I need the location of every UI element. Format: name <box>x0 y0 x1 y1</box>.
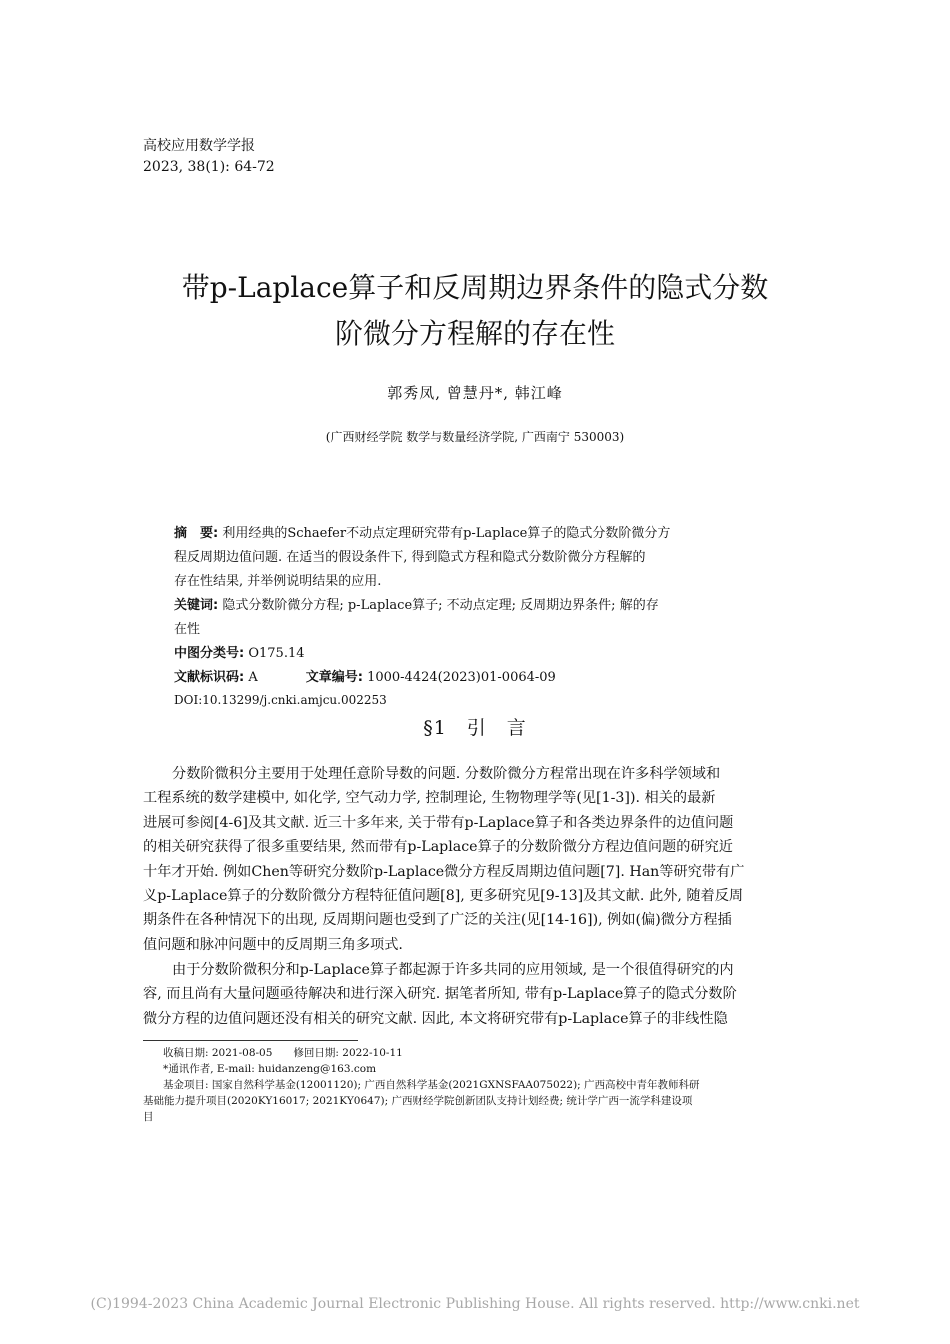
copyright-watermark: (C)1994-2023 China Academic Journal Electronic Publishing House. All rights reserved. http://www.cnki.net <box>90 1296 860 1312</box>
keywords-line-1 <box>174 594 786 618</box>
authors: 郭秀凤, 曾慧丹*, 韩江峰 <box>387 384 563 402</box>
footnote-dates: 收稿日期: 2021-08-05 修回日期: 2022-10-11 <box>163 1047 403 1059</box>
body-p1-line-7: 期条件在各种情况下的出现, 反周期问题也受到了广泛的关注(见[14-16]), 例如(偏)微分方程插 <box>143 912 732 929</box>
body-p1-line-1: 分数阶微积分主要用于处理任意阶导数的问题. 分数阶微分方程常出现在许多科学领域和 <box>172 766 721 782</box>
abstract-text-1: 利用经典的Schaefer不动点定理研究带有p-Laplace算子的隐式分数阶微分方 <box>222 526 671 541</box>
clc-value: O175.14 <box>248 646 305 661</box>
keywords-label: 关键词: <box>174 598 219 613</box>
footnote-rule <box>143 1040 358 1041</box>
body-paragraph-1 <box>143 762 799 957</box>
section-heading: §1 引 言 <box>423 717 527 739</box>
journal-citation: 2023, 38(1): 64-72 <box>143 159 275 175</box>
footnote-funding-3: 目 <box>143 1111 154 1123</box>
body-paragraph-2 <box>143 958 799 1031</box>
body-p1-line-8: 值问题和脉冲问题中的反周期三角多项式. <box>143 936 403 953</box>
abstract-line-2: 程反周期边值问题. 在适当的假设条件下, 得到隐式方程和隐式分数阶微分方程解的 <box>174 550 646 565</box>
paper-title-line-2: 阶微分方程解的存在性 <box>334 317 615 350</box>
body-p1-line-4: 的相关研究获得了很多重要结果, 然而带有p-Laplace算子的分数阶微分方程边值问题的研究近 <box>143 839 733 856</box>
article-no-label: 文章编号: <box>305 670 363 685</box>
footnote-corresponding: *通讯作者, E-mail: huidanzeng@163.com <box>163 1063 377 1075</box>
doc-code-value: A <box>248 670 258 685</box>
clc-label: 中图分类号: <box>174 646 245 661</box>
body-p2-line-3: 微分方程的边值问题还没有相关的研究文献. 因此, 本文将研究带有p-Laplace算子的非线性隐 <box>143 1010 728 1027</box>
doc-code-label: 文献标识码: <box>174 670 245 685</box>
body-p1-line-5: 十年才开始. 例如Chen等研究分数阶p-Laplace微分方程反周期边值问题[7]. Han等研究带有广 <box>143 863 745 880</box>
article-no-value: 1000-4424(2023)01-0064-09 <box>367 670 556 685</box>
journal-name: 高校应用数学学报 <box>143 138 255 154</box>
affiliation: (广西财经学院 数学与数量经济学院, 广西南宁 530003) <box>325 430 625 444</box>
footnote-funding-1: 基金项目: 国家自然科学基金(12001120); 广西自然科学基金(2021GXNSFAA075022); 广西高校中青年教师科研 <box>163 1079 700 1091</box>
body-p1-line-6: 义p-Laplace算子的分数阶微分方程特征值问题[8], 更多研究见[9-13]及其文献. 此外, 随着反周 <box>143 888 744 905</box>
clc-line <box>174 642 786 666</box>
body-p1-line-3: 进展可参阅[4-6]及其文献. 近三十多年来, 关于带有p-Laplace算子和各类边界条件的边值问题 <box>143 814 734 831</box>
doc-code-line <box>174 666 786 690</box>
body-p2-line-2: 容, 而且尚有大量问题亟待解决和进行深入研究. 据笔者所知, 带有p-Laplace算子的隐式分数阶 <box>143 986 737 1003</box>
paper-title-line-1: 带p-Laplace算子和反周期边界条件的隐式分数 <box>181 271 769 304</box>
doi: DOI:10.13299/j.cnki.amjcu.002253 <box>174 693 387 707</box>
footnote-funding-2: 基础能力提升项目(2020KY16017; 2021KY0647); 广西财经学院创新团队支持计划经费; 统计学广西一流学科建设项 <box>143 1095 693 1107</box>
body-p1-line-2: 工程系统的数学建模中, 如化学, 空气动力学, 控制理论, 生物物理学等(见[1-3]). 相关的最新 <box>143 790 716 807</box>
journal-header <box>143 136 275 178</box>
abstract-line-1 <box>174 522 786 546</box>
body-p2-line-1: 由于分数阶微积分和p-Laplace算子都起源于许多共同的应用领域, 是一个很值得研究的内 <box>172 962 734 978</box>
keywords-line-2: 在性 <box>174 622 201 637</box>
keywords-text-1: 隐式分数阶微分方程; p-Laplace算子; 不动点定理; 反周期边界条件; 解的存 <box>222 598 659 613</box>
abstract-line-3: 存在性结果, 并举例说明结果的应用. <box>174 574 382 589</box>
abstract-label: 摘 要: <box>174 526 219 541</box>
footnotes <box>143 1045 803 1125</box>
abstract-block <box>174 522 786 710</box>
